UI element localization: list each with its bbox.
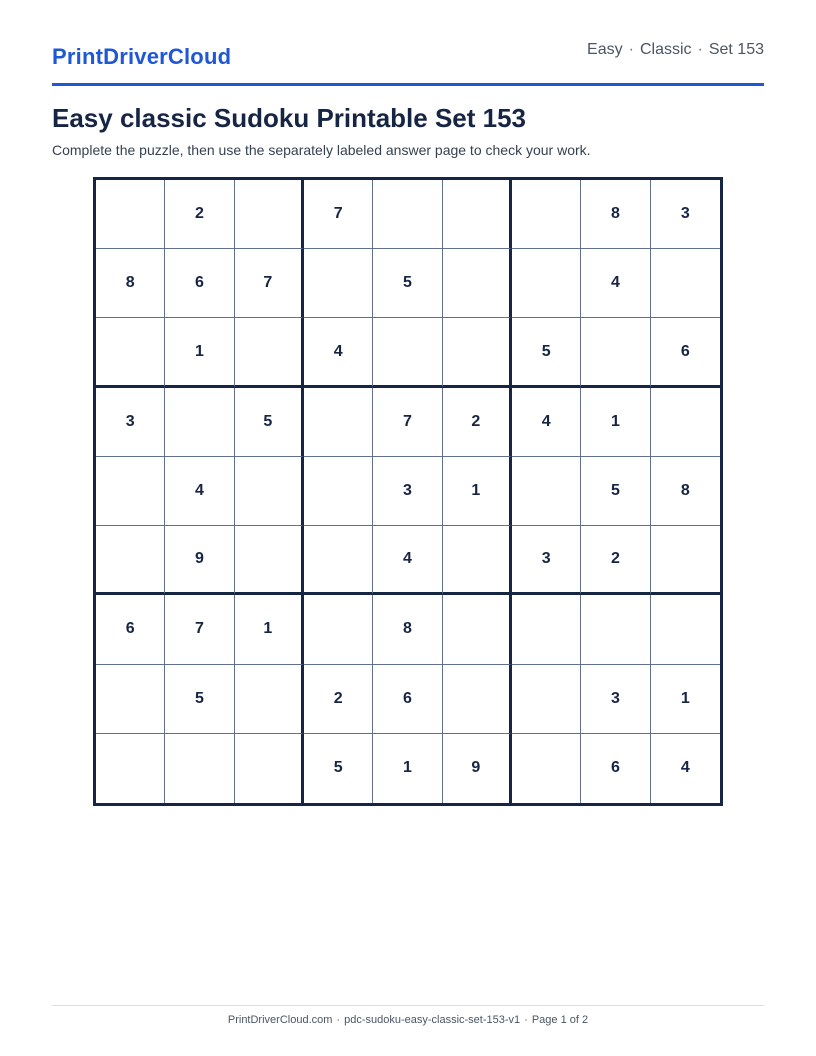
sudoku-cell[interactable]: 1 bbox=[235, 595, 304, 664]
sudoku-cell[interactable] bbox=[235, 180, 304, 249]
meta-separator: · bbox=[628, 41, 634, 58]
sudoku-cell[interactable] bbox=[512, 180, 581, 249]
sudoku-cell[interactable]: 4 bbox=[373, 526, 442, 595]
sudoku-cell[interactable]: 1 bbox=[651, 665, 720, 734]
footer-site: PrintDriverCloud.com bbox=[227, 1014, 333, 1026]
sudoku-cell[interactable] bbox=[443, 665, 512, 734]
sudoku-cell[interactable]: 5 bbox=[373, 249, 442, 318]
page-header bbox=[52, 38, 764, 86]
sudoku-cell[interactable]: 4 bbox=[581, 249, 650, 318]
sudoku-cell[interactable]: 2 bbox=[165, 180, 234, 249]
sudoku-cell[interactable] bbox=[165, 734, 234, 803]
sudoku-cell[interactable] bbox=[235, 665, 304, 734]
sudoku-cell[interactable]: 8 bbox=[581, 180, 650, 249]
sudoku-grid bbox=[93, 177, 723, 806]
sudoku-cell[interactable] bbox=[512, 734, 581, 803]
sudoku-cell[interactable]: 8 bbox=[373, 595, 442, 664]
sudoku-cell[interactable]: 9 bbox=[443, 734, 512, 803]
sudoku-cell[interactable] bbox=[304, 526, 373, 595]
footer-divider bbox=[52, 1005, 764, 1006]
sudoku-cell[interactable]: 4 bbox=[512, 388, 581, 457]
sudoku-cell[interactable] bbox=[304, 388, 373, 457]
footer-separator: · bbox=[336, 1014, 341, 1026]
sudoku-cell[interactable] bbox=[373, 318, 442, 387]
sudoku-cell[interactable] bbox=[235, 526, 304, 595]
sudoku-cell[interactable] bbox=[443, 526, 512, 595]
meta-set: Set 153 bbox=[708, 41, 764, 58]
sudoku-cell[interactable] bbox=[443, 595, 512, 664]
sudoku-cell[interactable]: 5 bbox=[581, 457, 650, 526]
sudoku-cell[interactable]: 5 bbox=[304, 734, 373, 803]
sudoku-cell[interactable]: 1 bbox=[443, 457, 512, 526]
sudoku-cell[interactable] bbox=[443, 180, 512, 249]
sudoku-cell[interactable] bbox=[651, 526, 720, 595]
sudoku-cell[interactable]: 3 bbox=[581, 665, 650, 734]
sudoku-cell[interactable] bbox=[235, 457, 304, 526]
sudoku-cell[interactable]: 2 bbox=[581, 526, 650, 595]
puzzle-meta bbox=[587, 41, 764, 59]
sudoku-cell[interactable] bbox=[304, 457, 373, 526]
sudoku-cell[interactable]: 3 bbox=[373, 457, 442, 526]
sudoku-cell[interactable]: 6 bbox=[373, 665, 442, 734]
sudoku-cell[interactable] bbox=[96, 457, 165, 526]
page-footer bbox=[0, 1014, 816, 1026]
footer-doc-id: pdc-sudoku-easy-classic-set-153-v1 bbox=[344, 1014, 521, 1026]
sudoku-cell[interactable] bbox=[651, 388, 720, 457]
page-title: Easy classic Sudoku Printable Set 153 bbox=[52, 103, 527, 133]
sudoku-cell[interactable] bbox=[651, 249, 720, 318]
sudoku-cell[interactable]: 6 bbox=[581, 734, 650, 803]
sudoku-cell[interactable]: 5 bbox=[512, 318, 581, 387]
sudoku-cell[interactable] bbox=[373, 180, 442, 249]
sudoku-cell[interactable]: 7 bbox=[373, 388, 442, 457]
sudoku-cell[interactable]: 6 bbox=[165, 249, 234, 318]
sudoku-cell[interactable]: 3 bbox=[96, 388, 165, 457]
sudoku-cell[interactable]: 2 bbox=[304, 665, 373, 734]
sudoku-cell[interactable]: 2 bbox=[443, 388, 512, 457]
sudoku-cell[interactable]: 7 bbox=[165, 595, 234, 664]
sudoku-cell[interactable]: 1 bbox=[373, 734, 442, 803]
sudoku-cell[interactable]: 3 bbox=[512, 526, 581, 595]
sudoku-cell[interactable]: 7 bbox=[304, 180, 373, 249]
sudoku-cell[interactable]: 3 bbox=[651, 180, 720, 249]
footer-page-label: Page 1 of 2 bbox=[531, 1014, 589, 1026]
meta-variant: Classic bbox=[639, 41, 692, 58]
sudoku-cell[interactable] bbox=[304, 595, 373, 664]
sudoku-cell[interactable]: 5 bbox=[165, 665, 234, 734]
sudoku-cell[interactable] bbox=[96, 665, 165, 734]
sudoku-cell[interactable] bbox=[96, 180, 165, 249]
sudoku-cell[interactable]: 8 bbox=[96, 249, 165, 318]
sudoku-cell[interactable]: 1 bbox=[581, 388, 650, 457]
sudoku-cell[interactable]: 5 bbox=[235, 388, 304, 457]
meta-separator: · bbox=[697, 41, 703, 58]
sudoku-cell[interactable] bbox=[304, 249, 373, 318]
sudoku-cell[interactable]: 4 bbox=[304, 318, 373, 387]
meta-difficulty: Easy bbox=[587, 41, 623, 58]
sudoku-cell[interactable]: 8 bbox=[651, 457, 720, 526]
sudoku-cell[interactable] bbox=[651, 595, 720, 664]
sudoku-cell[interactable]: 7 bbox=[235, 249, 304, 318]
sudoku-cell[interactable]: 9 bbox=[165, 526, 234, 595]
sudoku-cell[interactable] bbox=[96, 734, 165, 803]
sudoku-cell[interactable] bbox=[512, 457, 581, 526]
sudoku-cell[interactable]: 4 bbox=[680, 759, 690, 777]
sudoku-cell[interactable]: 1 bbox=[165, 318, 234, 387]
sudoku-cell[interactable]: 6 bbox=[651, 318, 720, 387]
sudoku-cell[interactable] bbox=[512, 595, 581, 664]
sudoku-cell[interactable] bbox=[581, 595, 650, 664]
sudoku-cell[interactable] bbox=[96, 526, 165, 595]
sudoku-cell[interactable]: 6 bbox=[96, 595, 165, 664]
sudoku-cell[interactable] bbox=[96, 318, 165, 387]
sudoku-cell[interactable] bbox=[581, 318, 650, 387]
sudoku-cell[interactable] bbox=[512, 249, 581, 318]
sudoku-cell[interactable] bbox=[443, 249, 512, 318]
brand-logo-text: PrintDriverCloud bbox=[52, 44, 232, 69]
sudoku-cell[interactable] bbox=[512, 665, 581, 734]
sudoku-cell[interactable]: 4 bbox=[165, 457, 234, 526]
sudoku-cell[interactable] bbox=[165, 388, 234, 457]
footer-separator: · bbox=[524, 1014, 528, 1026]
sudoku-cell[interactable] bbox=[235, 734, 304, 803]
page-subtitle: Complete the puzzle, then use the separately labeled answer page to check your work. bbox=[52, 142, 591, 158]
sudoku-cell[interactable] bbox=[235, 318, 304, 387]
sudoku-cell[interactable] bbox=[443, 318, 512, 387]
